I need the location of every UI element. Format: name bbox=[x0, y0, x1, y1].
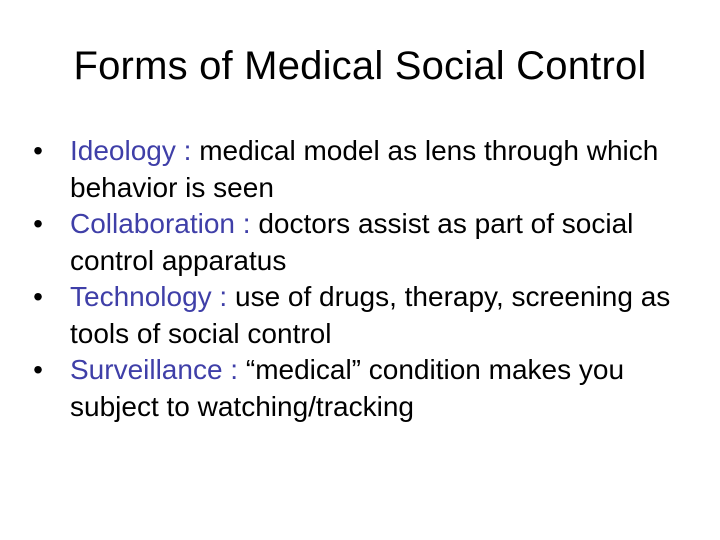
bullet-item-surveillance bbox=[28, 352, 688, 425]
bullet-glyph: • bbox=[33, 208, 43, 239]
bullet-term: Surveillance : bbox=[70, 354, 239, 385]
bullet-item-ideology bbox=[28, 133, 688, 206]
bullet-text: medical model as lens through which behavior is seen bbox=[70, 135, 659, 203]
bullet-list bbox=[28, 133, 688, 425]
bullet-glyph: • bbox=[33, 354, 43, 385]
bullet-glyph: • bbox=[33, 281, 43, 312]
bullet-item-technology bbox=[28, 279, 688, 352]
bullet-item-collaboration bbox=[28, 206, 688, 279]
bullet-term: Technology : bbox=[70, 281, 228, 312]
bullet-term: Collaboration : bbox=[70, 208, 251, 239]
bullet-text: use of drugs, therapy, screening as tools of social control bbox=[70, 281, 671, 349]
bullet-text: “medical” condition makes you subject to watching/tracking bbox=[70, 354, 625, 422]
bullet-text: doctors assist as part of social control apparatus bbox=[70, 208, 634, 276]
bullet-term: Ideology : bbox=[70, 135, 192, 166]
bullet-glyph: • bbox=[33, 135, 43, 166]
slide-title: Forms of Medical Social Control bbox=[73, 44, 647, 88]
